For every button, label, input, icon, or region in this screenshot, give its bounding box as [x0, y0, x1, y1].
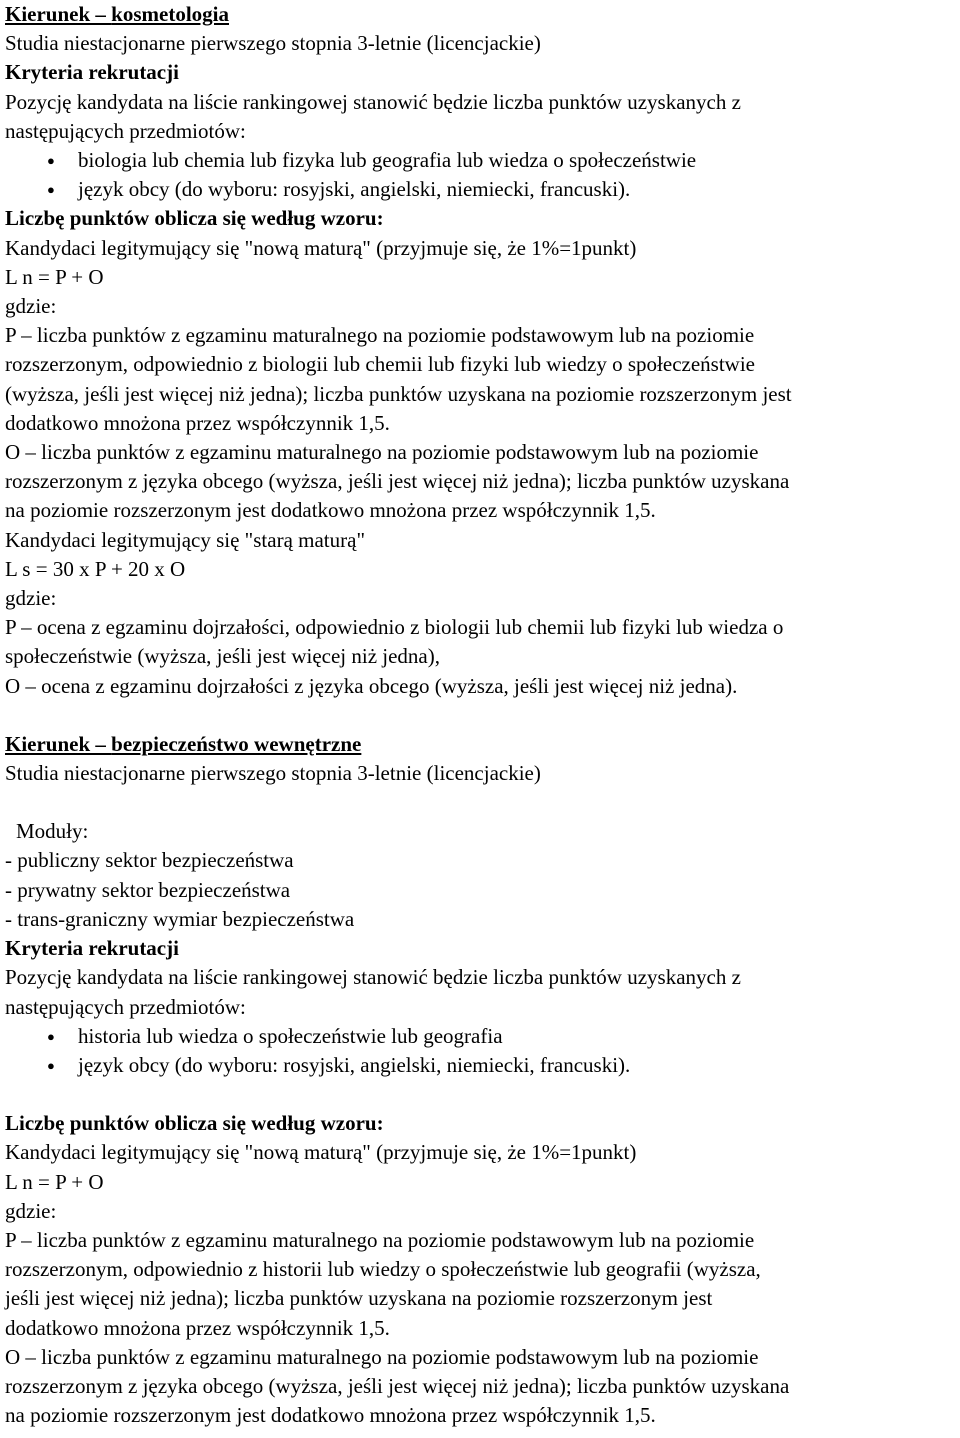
old-matura-line: Kandydaci legitymujący się "starą maturą": [5, 527, 366, 552]
section-kosmetologia: [5, 0, 960, 701]
subjects-list: [5, 146, 960, 204]
subjects-list: [5, 1022, 960, 1080]
list-item-text: język obcy (do wyboru: rosyjski, angielski, niemiecki, francuski).: [78, 177, 631, 202]
where-label: gdzie:: [5, 1198, 57, 1223]
p-definition-line: dodatkowo mnożona przez współczynnik 1,5.: [5, 410, 390, 435]
bullet-icon: ●: [47, 1028, 55, 1044]
o-definition-line: na poziomie rozszerzonym jest dodatkowo mnożona przez współczynnik 1,5.: [5, 498, 656, 523]
p-definition-line: (wyższa, jeśli jest więcej niż jedna); liczba punktów uzyskana na poziomie rozszerzonym jest: [5, 381, 792, 406]
list-item: [5, 146, 960, 175]
o-definition-line: rozszerzonym z języka obcego (wyższa, jeśli jest więcej niż jedna); liczba punktów uzyskana: [5, 1373, 790, 1398]
new-matura-line: Kandydaci legitymujący się "nową maturą" (przyjmuje się, że 1%=1punkt): [5, 235, 637, 260]
heading-prefix: Kierunek –: [5, 731, 112, 756]
bullet-icon: ●: [47, 153, 55, 169]
p-definition-line: dodatkowo mnożona przez współczynnik 1,5.: [5, 1315, 390, 1340]
where-label: gdzie:: [5, 586, 57, 611]
p-definition-line: P – liczba punktów z egzaminu maturalnego na poziomie podstawowym lub na poziomie: [5, 1227, 755, 1252]
formula-title: Liczbę punktów oblicza się według wzoru:: [5, 1111, 384, 1136]
module-item: - prywatny sektor bezpieczeństwa: [5, 877, 291, 902]
section-heading: [5, 0, 960, 29]
section-spacer: [5, 701, 960, 730]
list-item: [5, 1022, 960, 1051]
p-definition-line: jeśli jest więcej niż jedna); liczba punktów uzyskana na poziomie rozszerzonym jest: [5, 1286, 713, 1311]
formula-new: L n = P + O: [5, 1169, 104, 1194]
intro-line: Pozycję kandydata na liście rankingowej stanowić będzie liczba punktów uzyskanych z: [5, 965, 741, 990]
new-matura-line: Kandydaci legitymujący się "nową maturą" (przyjmuje się, że 1%=1punkt): [5, 1140, 637, 1165]
o-old-definition-line: O – ocena z egzaminu dojrzałości z języka obcego (wyższa, jeśli jest więcej niż jedna).: [5, 673, 738, 698]
spacer: [5, 788, 960, 817]
intro-line: Pozycję kandydata na liście rankingowej stanowić będzie liczba punktów uzyskanych z: [5, 89, 741, 114]
where-label: gdzie:: [5, 294, 57, 319]
section-heading: [5, 730, 960, 759]
formula-old: L s = 30 x P + 20 x O: [5, 556, 186, 581]
o-definition-line: rozszerzonym z języka obcego (wyższa, jeśli jest więcej niż jedna); liczba punktów uzyskana: [5, 469, 790, 494]
criteria-title: Kryteria rekrutacji: [5, 60, 179, 85]
section-bezpieczenstwo: [5, 730, 960, 1430]
list-item-text: historia lub wiedza o społeczeństwie lub geografia: [78, 1023, 503, 1048]
p-definition-line: rozszerzonym, odpowiednio z biologii lub chemii lub fizyki lub wiedzy o społeczeństwie: [5, 352, 755, 377]
list-item-text: język obcy (do wyboru: rosyjski, angielski, niemiecki, francuski).: [78, 1052, 631, 1077]
p-definition-line: rozszerzonym, odpowiednio z historii lub wiedzy o społeczeństwie lub geografii (wyższa,: [5, 1257, 761, 1282]
intro-line: następujących przedmiotów:: [5, 994, 246, 1019]
list-item: [5, 1051, 960, 1080]
o-definition-line: na poziomie rozszerzonym jest dodatkowo mnożona przez współczynnik 1,5.: [5, 1403, 656, 1428]
module-item: - trans-graniczny wymiar bezpieczeństwa: [5, 906, 355, 931]
o-definition-line: O – liczba punktów z egzaminu maturalnego na poziomie podstawowym lub na poziomie: [5, 440, 759, 465]
intro-line: następujących przedmiotów:: [5, 118, 246, 143]
heading-name: bezpieczeństwo wewnętrzne: [111, 731, 362, 756]
heading-name: kosmetologia: [111, 2, 229, 26]
formula-title: Liczbę punktów oblicza się według wzoru:: [5, 206, 384, 231]
studies-line: Studia niestacjonarne pierwszego stopnia 3-letnie (licencjackie): [5, 761, 541, 786]
p-definition-line: P – liczba punktów z egzaminu maturalnego na poziomie podstawowym lub na poziomie: [5, 323, 755, 348]
studies-line: Studia niestacjonarne pierwszego stopnia 3-letnie (licencjackie): [5, 31, 541, 56]
bullet-icon: ●: [47, 1057, 55, 1073]
list-item-text: biologia lub chemia lub fizyka lub geografia lub wiedza o społeczeństwie: [78, 148, 697, 173]
criteria-title: Kryteria rekrutacji: [5, 936, 179, 961]
p-old-definition-line: P – ocena z egzaminu dojrzałości, odpowiednio z biologii lub chemii lub fizyki lub wiedza o: [5, 615, 784, 640]
formula-new: L n = P + O: [5, 264, 104, 289]
heading-prefix: Kierunek –: [5, 2, 112, 26]
list-item: [5, 175, 960, 204]
modules-title: Moduły:: [16, 819, 89, 844]
p-old-definition-line: społeczeństwie (wyższa, jeśli jest więcej niż jedna),: [5, 644, 440, 669]
spacer: [5, 1080, 960, 1109]
bullet-icon: ●: [47, 182, 55, 198]
o-definition-line: O – liczba punktów z egzaminu maturalnego na poziomie podstawowym lub na poziomie: [5, 1344, 759, 1369]
module-item: - publiczny sektor bezpieczeństwa: [5, 848, 294, 873]
